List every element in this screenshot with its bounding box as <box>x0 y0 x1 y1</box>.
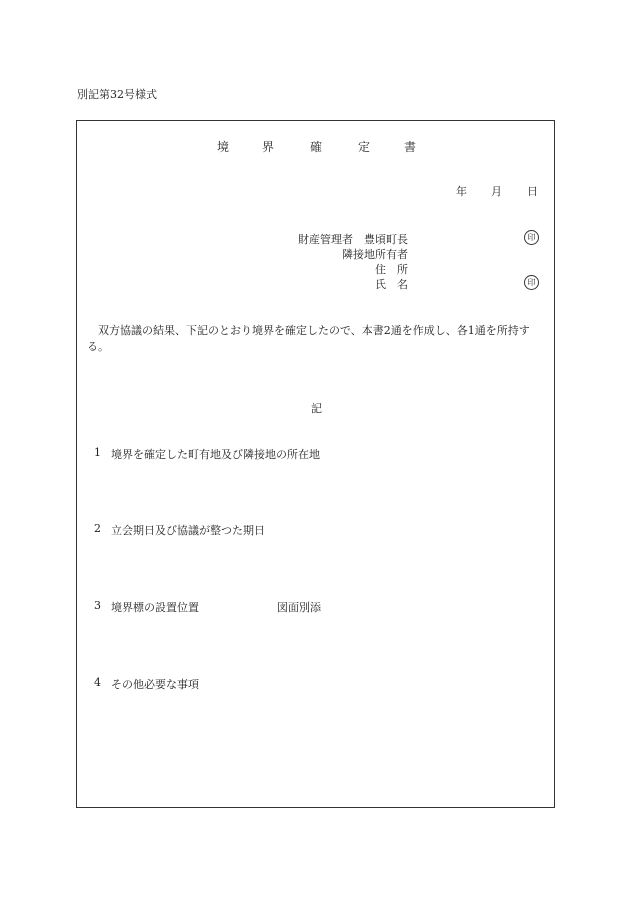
item-number-2: 2 <box>94 522 101 535</box>
item-text-2: 立会期日及び協議が整つた期日 <box>111 524 265 537</box>
date-month: 月 <box>491 185 502 198</box>
title-char-4: 定 <box>358 140 371 154</box>
title-char-2: 界 <box>262 140 275 154</box>
title-char-3: 確 <box>310 140 323 154</box>
neighbor-owner-label: 隣接地所有者 <box>342 248 408 261</box>
title-char-5: 書 <box>404 140 417 154</box>
item-note-3: 図面別添 <box>277 601 321 614</box>
item-number-4: 4 <box>94 676 101 689</box>
item-number-3: 3 <box>94 599 101 612</box>
seal-stamp-2: 印 <box>524 275 539 290</box>
item-number-1: 1 <box>94 446 101 459</box>
title-char-1: 境 <box>217 140 230 154</box>
item-text-4: その他必要な事項 <box>111 678 199 691</box>
address-label: 住 所 <box>375 263 408 276</box>
form-reference: 別記第32号様式 <box>77 88 157 101</box>
seal-stamp-1: 印 <box>524 230 539 245</box>
item-text-1: 境界を確定した町有地及び隣接地の所在地 <box>111 448 320 461</box>
date-year: 年 <box>456 185 467 198</box>
date-day: 日 <box>527 185 538 198</box>
manager-label: 財産管理者 豊頃町長 <box>298 233 408 246</box>
agreement-statement: 双方協議の結果、下記のとおり境界を確定したので、本書2通を作成し、各1通を所持する。 <box>87 324 530 353</box>
ki-heading: 記 <box>311 402 322 415</box>
name-label: 氏 名 <box>375 278 408 291</box>
document-frame <box>76 120 555 808</box>
item-text-3: 境界標の設置位置 <box>111 601 199 614</box>
